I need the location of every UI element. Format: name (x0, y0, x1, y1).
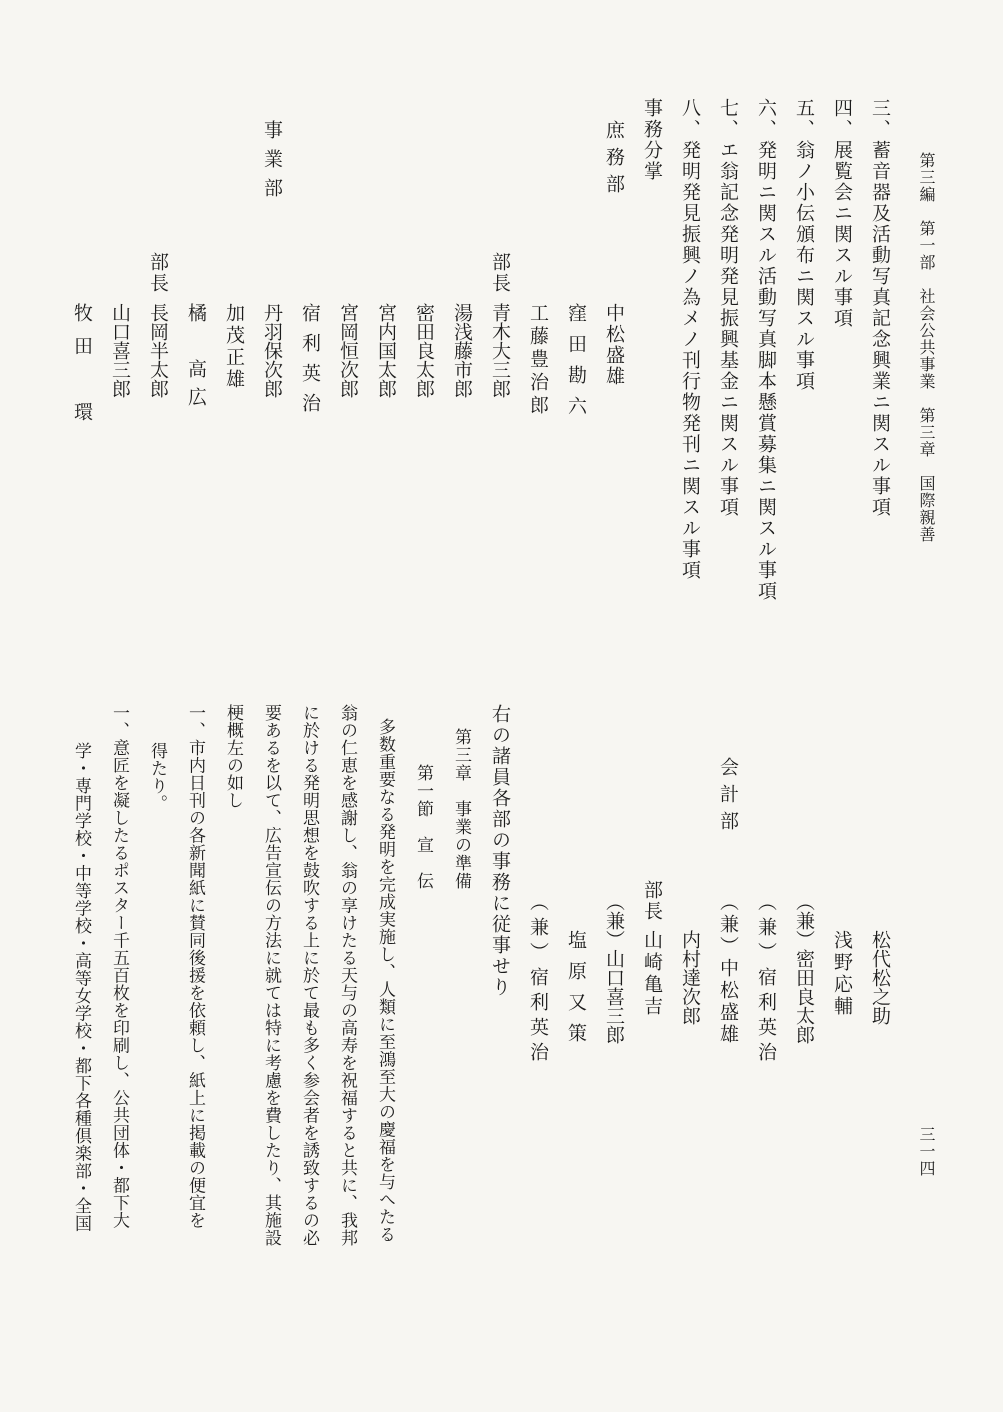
item-3: 三、蓄音器及活動写真記念興業ニ関スル事項 (869, 98, 891, 518)
body-line: 多数重要なる発明を完成実施し、人類に至鴻至大の慶福を与へたる (375, 718, 395, 1243)
list-item: 一、意匠を凝したるポスター千五百枚を印刷し、公共団体・都下大 (109, 704, 129, 1229)
section-title: 第一節 宣 伝 (413, 764, 433, 890)
member: 密田良太郎 (413, 303, 435, 398)
member: 湯浅藤市郎 (451, 303, 473, 398)
member: 宮岡恒次郎 (337, 303, 359, 398)
duties-heading: 事務分掌 (641, 98, 663, 182)
body-line: 要あるを以て、広告宣伝の方法に就ては特に考慮を費したり、其施設 (261, 704, 281, 1247)
member: 宮内国太郎 (375, 303, 397, 398)
item-7: 七、エ翁記念発明発見振興基金ニ関スル事項 (717, 98, 739, 518)
body-line: に於ける発明思想を鼓吹する上に於て最も多く参会者を誘致するの必 (299, 704, 319, 1247)
member: 加茂正雄 (223, 303, 245, 391)
member: 工藤豊治郎 (527, 303, 549, 418)
member: 長岡半太郎 (147, 303, 169, 398)
member: 松代松之助 (869, 930, 891, 1025)
member: 山崎亀吉 (641, 930, 663, 1018)
member: 牧田 環 (71, 303, 93, 435)
member: 窪田勘六 (565, 303, 587, 427)
member: 橘 高広 (185, 303, 207, 415)
item-6: 六、発明ニ関スル活動写真脚本懸賞募集ニ関スル事項 (755, 98, 777, 602)
closing-line: 右の諸員各部の事務に従事せり (489, 704, 511, 998)
member: 山口喜三郎 (109, 303, 131, 398)
dept-business: 事業部 (261, 120, 283, 207)
list-item-continuation: 学・専門学校・中等学校・高等女学校・都下各種倶楽部・全国 (71, 742, 91, 1232)
member: 内村達次郎 (679, 930, 701, 1025)
member: 丹羽保次郎 (261, 303, 283, 398)
chief-label: 部長 (641, 880, 663, 922)
chapter-title: 第三章 事業の準備 (451, 728, 471, 890)
member: 中松盛雄 (603, 303, 625, 387)
member: 宿利英治 (299, 303, 321, 423)
item-5: 五、翁ノ小伝頒布ニ関スル事項 (793, 98, 815, 392)
list-item-continuation: 得たり。 (147, 742, 167, 812)
page-number: 三一四 (917, 1126, 936, 1177)
member: 塩原又策 (565, 930, 587, 1054)
body-line: 翁の仁恵を感謝し、翁の享けたる天与の高寿を祝福すると共に、我邦 (337, 704, 357, 1247)
member: （兼）山口喜三郎 (603, 892, 625, 1044)
member: 浅野応輔 (831, 930, 853, 1018)
item-8: 八、発明発見振興ノ為メノ刊行物発刊ニ関スル事項 (679, 98, 701, 581)
chief-label: 部長 (147, 252, 169, 294)
body-line: 梗概左の如し (223, 704, 243, 809)
running-header: 第三編 第一部 社会公共事業 第三章 国際親善 (917, 152, 936, 543)
member: （兼）宿利英治 (527, 892, 549, 1067)
member: （兼）中松盛雄 (717, 892, 739, 1046)
member: （兼）密田良太郎 (793, 892, 815, 1044)
member: （兼）宿利英治 (755, 892, 777, 1067)
dept-accounting: 会計部 (717, 757, 739, 838)
dept-general-affairs: 庶務部 (603, 120, 625, 201)
list-item: 一、市内日刊の各新聞紙に賛同後援を依頼し、紙上に掲載の便宜を (185, 704, 205, 1229)
chief-label: 部長 (489, 252, 511, 294)
member: 青木大三郎 (489, 303, 511, 398)
item-4: 四、展覧会ニ関スル事項 (831, 98, 853, 329)
